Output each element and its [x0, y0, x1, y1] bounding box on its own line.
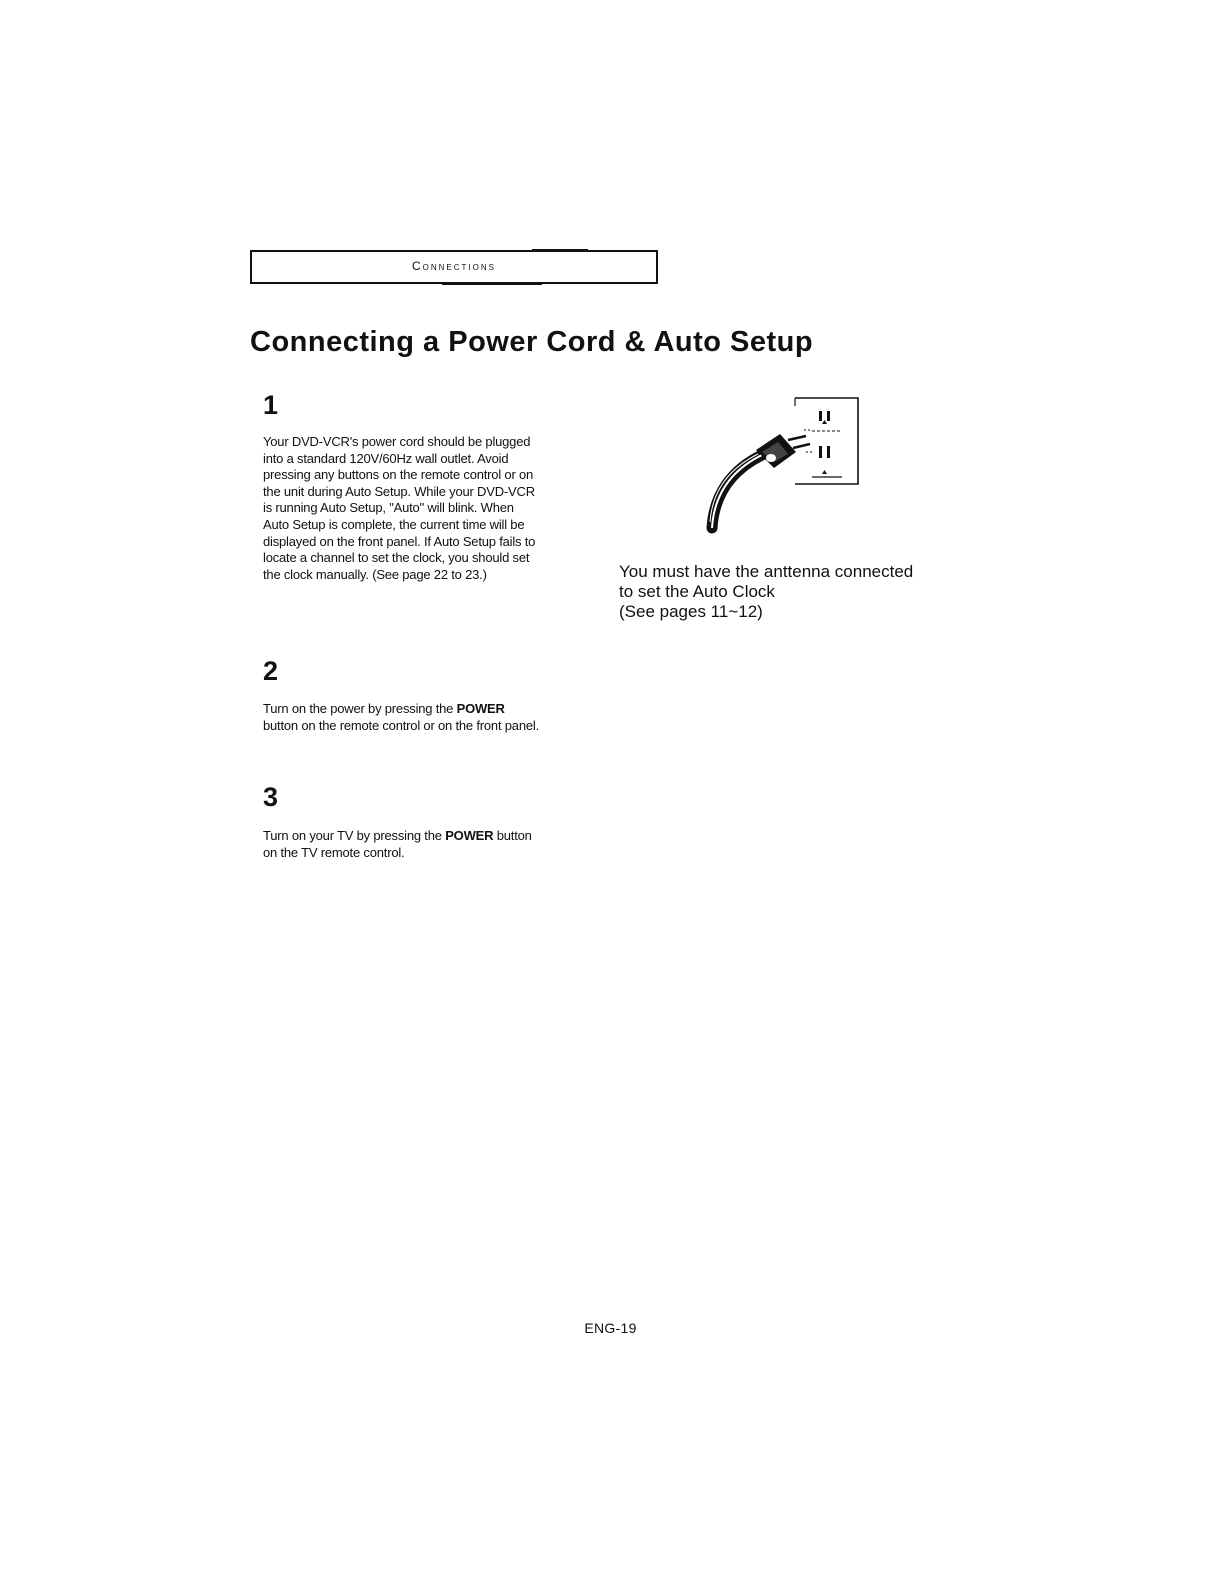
step-1-text [263, 434, 593, 583]
note-line: to set the Auto Clock [619, 582, 775, 601]
step-1-line: pressing any buttons on the remote control or on [263, 467, 534, 483]
note-line: (See pages 11~12) [619, 602, 763, 621]
note-line: You must have the anttenna connected [619, 562, 914, 581]
step-1-line: displayed on the front panel. If Auto Setup fails to [263, 533, 536, 549]
step-3-text [263, 828, 593, 861]
step-1-line: the clock manually. (See page 22 to 23.) [263, 566, 487, 582]
step-1-line: into a standard 120V/60Hz wall outlet. Avoid [263, 450, 509, 466]
step-2-line: button on the remote control or on the front panel. [263, 717, 539, 733]
power-label: POWER [445, 828, 494, 843]
step-3-text-before: Turn on your TV by pressing the [263, 828, 446, 843]
antenna-note [619, 562, 979, 622]
step-3-line [263, 828, 593, 845]
step-1-line: locate a channel to set the clock, you should set [263, 550, 530, 566]
step-1-line: the unit during Auto Setup. While your DVD-VCR [263, 483, 535, 499]
step-2-text [263, 701, 603, 734]
step-3-number: 3 [263, 782, 279, 812]
step-1-number: 1 [263, 390, 279, 420]
header-bottom-accent [442, 283, 542, 285]
power-plug-outlet-icon [700, 396, 870, 538]
step-3-text-after: button [493, 828, 532, 843]
step-1-line: is running Auto Setup, "Auto" will blink. When [263, 500, 514, 516]
section-header-box [250, 250, 658, 284]
step-1-line: Your DVD-VCR's power cord should be plugged [263, 434, 531, 449]
section-label: Connections [411, 259, 496, 273]
page-number: ENG-19 [584, 1320, 637, 1336]
step-2-number: 2 [263, 656, 279, 686]
page-title: Connecting a Power Cord & Auto Setup [250, 326, 814, 358]
step-2-text-before: Turn on the power by pressing the [263, 701, 457, 716]
step-1-line: Auto Setup is complete, the current time will be [263, 516, 525, 532]
header-top-accent [532, 249, 588, 251]
step-3-line: on the TV remote control. [263, 844, 405, 860]
step-2-line [263, 701, 603, 718]
power-label: POWER [456, 701, 505, 716]
